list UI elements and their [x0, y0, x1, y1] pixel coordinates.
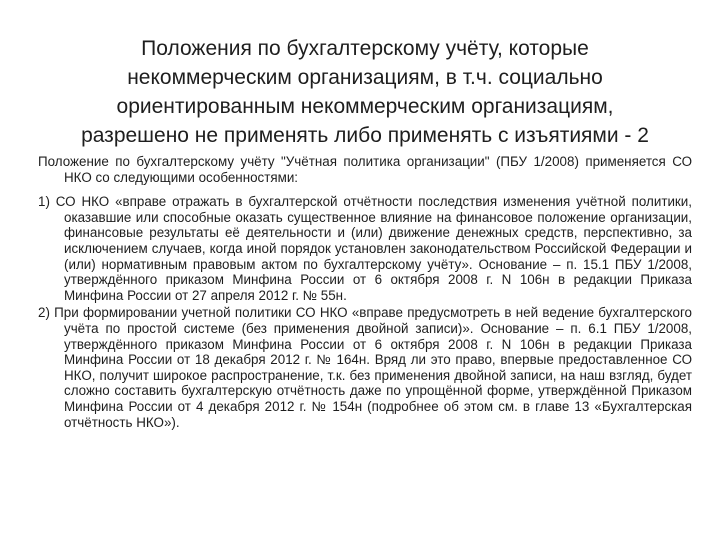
slide-title — [40, 34, 690, 150]
intro-paragraph: Положение по бухгалтерскому учёту "Учётная политика организации" (ПБУ 1/2008) применяется СО НКО со следующими особенностями: — [38, 154, 692, 185]
list-item-1: 1) СО НКО «вправе отражать в бухгалтерской отчётности последствия изменения учётной политики, оказавшие или способные оказать существенное влияние на финансовое положение организации, финансовые результаты её деятельности и (или) движение денежных средств, перспективно, за исключением случаев, когда иной порядок установлен законодательством Российской Федерации и (или) нормативным правовым актом по бухгалтерскому учёту». Основание – п. 15.1 ПБУ 1/2008, утверждённого приказом Минфина России от 6 октября 2008 г. N 106н в редакции Приказа Минфина России от 27 апреля 2012 г. № 55н. — [38, 194, 692, 303]
title-line-1: Положения по бухгалтерскому учёту, которые — [141, 37, 589, 60]
title-line-4: разрешено не применять либо применять с изъятиями - 2 — [81, 124, 649, 147]
title-line-2: некоммерческим организациям, в т.ч. социально — [127, 66, 603, 89]
slide-body — [38, 154, 692, 430]
title-line-3: ориентированным некоммерческим организациям, — [116, 95, 614, 118]
list-item-2: 2) При формировании учетной политики СО НКО «вправе предусмотреть в ней ведение бухгалтерского учёта по простой системе (без применения двойной записи)». Основание – п. 6.1 ПБУ 1/2008, утверждённого приказом Минфина России от 6 октября 2008 г. N 106н в редакции Приказа Минфина России от 18 декабря 2012 г. № 164н. Вряд ли это право, впервые предоставленное СО НКО, получит широкое распространение, т.к. без применения двойной записи, на наш взгляд, будет сложно составить бухгалтерскую отчётность даже по упрощённой форме, утверждённой Приказом Минфина России от 4 декабря 2012 г. № 154н (подробнее об этом см. в главе 13 «Бухгалтерская отчётность НКО»). — [38, 305, 692, 430]
